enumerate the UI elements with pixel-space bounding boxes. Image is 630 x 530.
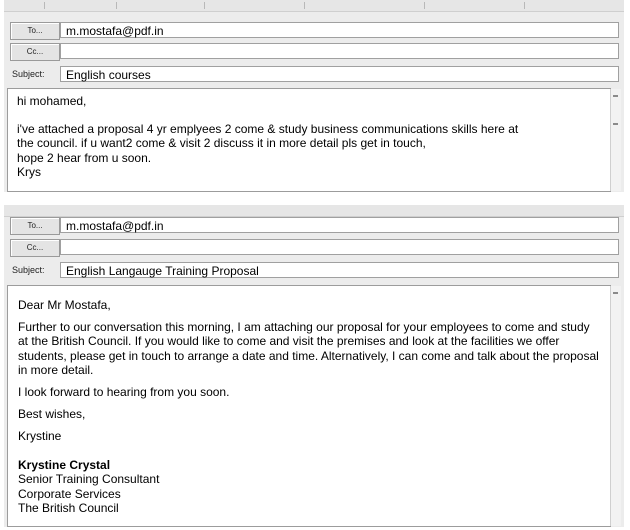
signature-name: Krystine Crystal — [18, 458, 111, 472]
body-line: hi mohamed, — [17, 94, 87, 108]
body-line: i've attached a proposal 4 yr emplyees 2 come & study business communications skills here at — [17, 122, 519, 136]
to-row — [4, 216, 624, 236]
signature-organisation: The British Council — [18, 501, 119, 515]
cc-row — [4, 42, 624, 62]
message-body[interactable] — [7, 88, 611, 192]
first-name: Krystine — [18, 429, 62, 443]
message-body[interactable] — [7, 285, 611, 527]
scroll-up-arrow-icon[interactable] — [613, 95, 618, 97]
body-line: hope 2 hear from u soon. — [17, 151, 152, 165]
body-line: in more detail. — [18, 363, 94, 377]
email-window-formal — [4, 205, 624, 527]
subject-row — [4, 65, 624, 85]
body-line: at the British Council. If you would like to come and visit the premises and look at the facilities we offer — [18, 334, 560, 348]
email-window-casual — [4, 0, 624, 192]
scroll-thumb[interactable] — [613, 123, 618, 125]
to-field[interactable]: m.mostafa@pdf.in — [60, 217, 619, 233]
sign-off: Best wishes, — [18, 407, 86, 421]
closing-line: I look forward to hearing from you soon. — [18, 385, 230, 399]
cc-button[interactable]: Cc... — [10, 239, 60, 257]
subject-row — [4, 261, 624, 281]
cc-field[interactable] — [60, 43, 619, 59]
to-button[interactable]: To... — [10, 217, 60, 235]
body-line: the council. if u want2 come & visit 2 discuss it in more detail pls get in touch, — [17, 136, 426, 150]
subject-field[interactable]: English courses — [60, 66, 619, 82]
subject-label: Subject: — [12, 69, 45, 79]
subject-label: Subject: — [12, 265, 45, 275]
to-field[interactable]: m.mostafa@pdf.in — [60, 22, 619, 38]
body-line: Krys — [17, 165, 41, 179]
vertical-scrollbar[interactable] — [610, 89, 621, 191]
cc-field[interactable] — [60, 239, 619, 255]
signature-title: Senior Training Consultant — [18, 472, 160, 486]
cc-button[interactable]: Cc... — [10, 43, 60, 61]
vertical-scrollbar[interactable] — [610, 286, 621, 526]
cc-row — [4, 238, 624, 258]
to-button[interactable]: To... — [10, 22, 60, 40]
toolbar-strip — [4, 0, 624, 12]
body-line: Further to our conversation this morning, I am attaching our proposal for your employees to come and study — [18, 320, 590, 334]
signature-department: Corporate Services — [18, 487, 121, 501]
to-row — [4, 21, 624, 41]
scroll-up-arrow-icon[interactable] — [613, 292, 618, 294]
greeting-text: Dear Mr Mostafa, — [18, 298, 111, 312]
body-line: students, please get in touch to arrange a date and time. Alternatively, I can come and talk about the proposal — [18, 349, 599, 363]
subject-field[interactable]: English Langauge Training Proposal — [60, 262, 619, 278]
